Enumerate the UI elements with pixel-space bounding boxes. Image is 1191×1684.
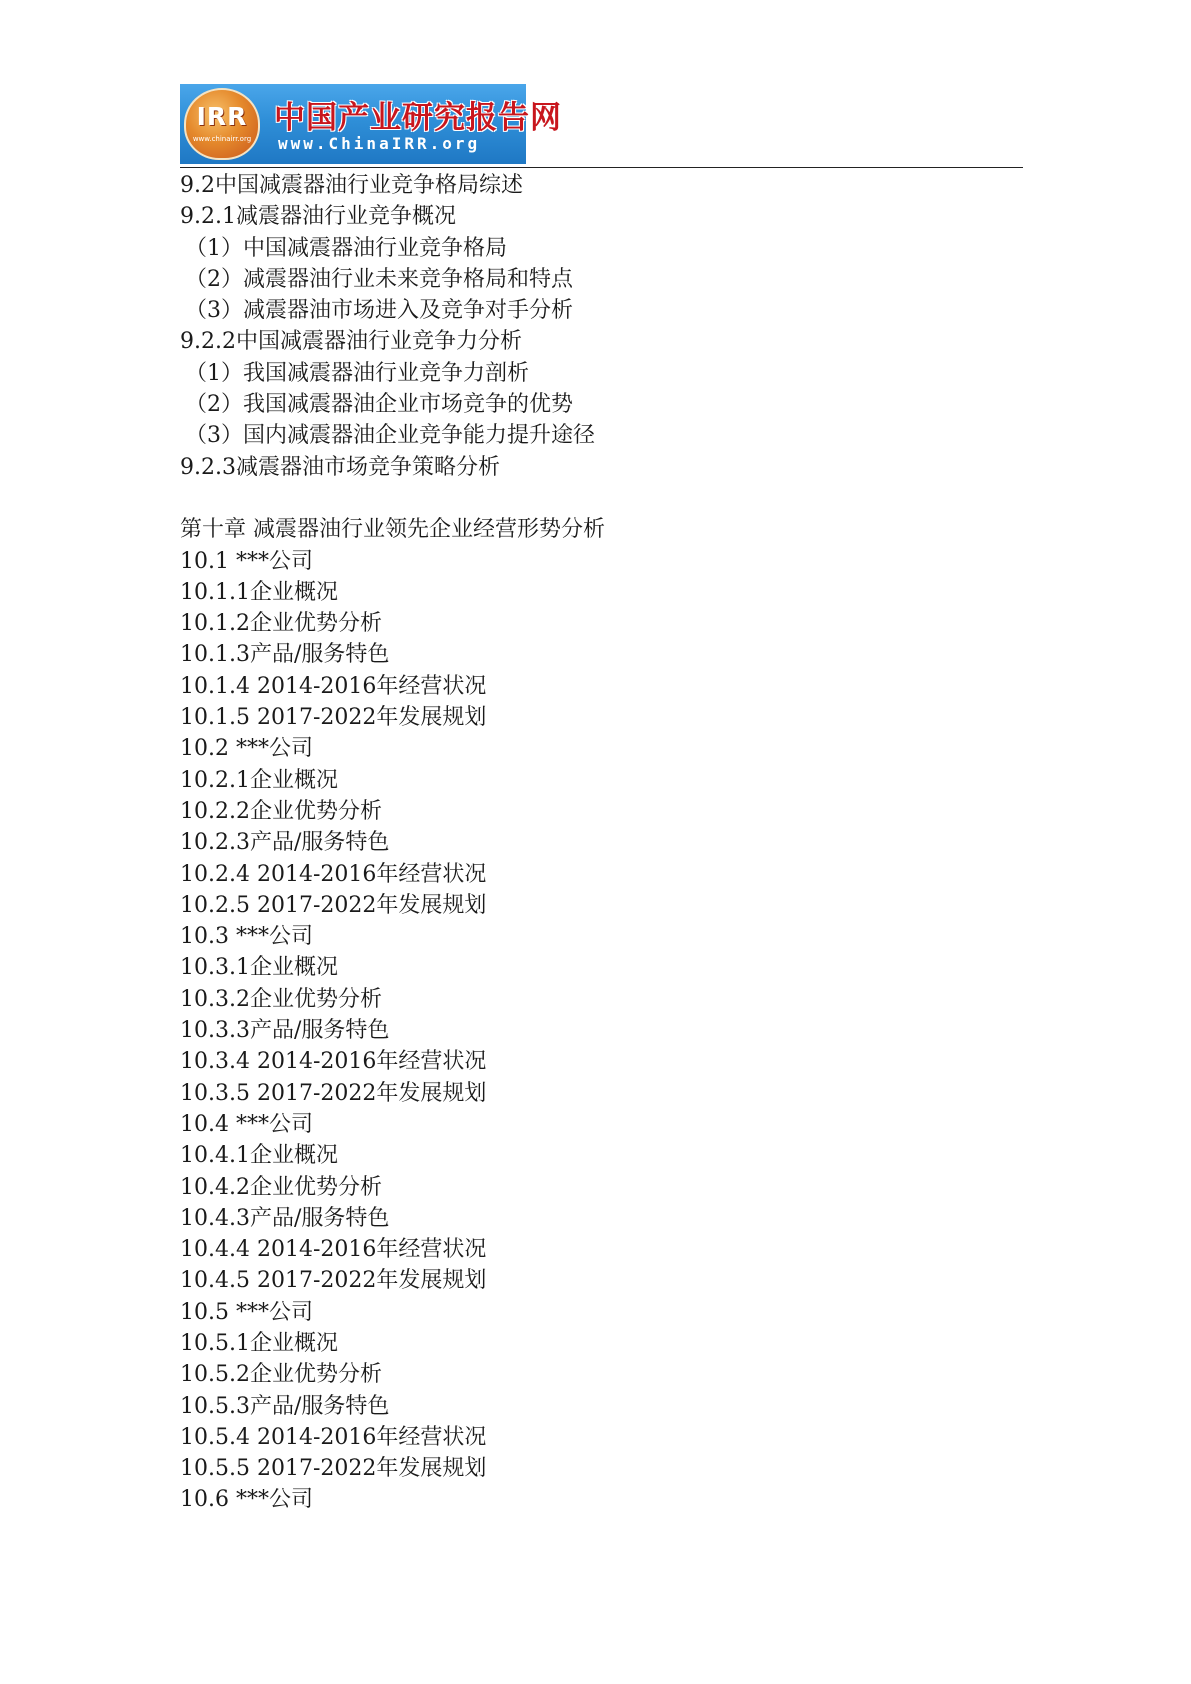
toc-item: 10.3.5 2017-2022年发展规划 bbox=[180, 1080, 487, 1106]
irr-badge-icon bbox=[184, 88, 260, 160]
toc-item: （1）中国减震器油行业竞争格局 bbox=[185, 235, 507, 261]
toc-item: 10.3.4 2014-2016年经营状况 bbox=[180, 1049, 487, 1075]
toc-item: 10.2.5 2017-2022年发展规划 bbox=[180, 892, 487, 918]
toc-item: 10.1.2企业优势分析 bbox=[180, 611, 382, 637]
logo-badge-text: IRR bbox=[196, 102, 248, 131]
toc-item: （1）我国减震器油行业竞争力剖析 bbox=[185, 360, 529, 386]
toc-item: 10.2 ***公司 bbox=[180, 736, 313, 762]
toc-item: 10.5.4 2014-2016年经营状况 bbox=[180, 1424, 487, 1450]
section-spacer bbox=[180, 483, 1080, 514]
toc-item: 9.2.2中国减震器油行业竞争力分析 bbox=[180, 329, 522, 355]
logo-url: www.ChinaIRR.org bbox=[278, 134, 481, 153]
toc-item: 9.2.1减震器油行业竞争概况 bbox=[180, 204, 456, 230]
logo-title: 中国产业研究报告网 bbox=[274, 100, 562, 136]
toc-item: 10.4.1企业概况 bbox=[180, 1143, 338, 1169]
toc-item: 10.4.5 2017-2022年发展规划 bbox=[180, 1268, 487, 1294]
toc-item: 10.2.4 2014-2016年经营状况 bbox=[180, 861, 487, 887]
toc-item: （3）减震器油市场进入及竞争对手分析 bbox=[185, 298, 573, 324]
section-9-list bbox=[180, 170, 1080, 483]
toc-item: 10.3.3产品/服务特色 bbox=[180, 1018, 390, 1044]
toc-item: 10.4.3产品/服务特色 bbox=[180, 1205, 390, 1231]
toc-item: 10.5.5 2017-2022年发展规划 bbox=[180, 1456, 487, 1482]
toc-item: 10.4.2企业优势分析 bbox=[180, 1174, 382, 1200]
toc-item: 10.5 ***公司 bbox=[180, 1299, 313, 1325]
header-divider bbox=[180, 167, 1023, 168]
toc-item: 10.1.5 2017-2022年发展规划 bbox=[180, 705, 487, 731]
toc-item: 10.2.1企业概况 bbox=[180, 767, 338, 793]
logo-badge-sub: www.chinairr.org bbox=[192, 135, 252, 143]
toc-item: 10.4 ***公司 bbox=[180, 1111, 313, 1137]
toc-item: 10.5.1企业概况 bbox=[180, 1330, 338, 1356]
toc-item: 10.1.1企业概况 bbox=[180, 579, 338, 605]
toc-item: （2）减震器油行业未来竞争格局和特点 bbox=[185, 266, 573, 292]
toc-item: 9.2.3减震器油市场竞争策略分析 bbox=[180, 454, 500, 480]
toc-item: 10.1.3产品/服务特色 bbox=[180, 642, 390, 668]
toc-item: 10.3 ***公司 bbox=[180, 924, 313, 950]
toc-item: 10.6 ***公司 bbox=[180, 1487, 313, 1513]
toc-item: 10.2.3产品/服务特色 bbox=[180, 830, 390, 856]
toc-item: 10.4.4 2014-2016年经营状况 bbox=[180, 1237, 487, 1263]
toc-item: 10.3.1企业概况 bbox=[180, 955, 338, 981]
chapter-10-title: 第十章 减震器油行业领先企业经营形势分析 bbox=[180, 517, 605, 543]
toc-item: 10.1 ***公司 bbox=[180, 548, 313, 574]
toc-item: （3）国内减震器油企业竞争能力提升途径 bbox=[185, 423, 595, 449]
chapter-10-list bbox=[180, 546, 1080, 1516]
toc-item: 10.1.4 2014-2016年经营状况 bbox=[180, 673, 487, 699]
toc-item: 10.3.2企业优势分析 bbox=[180, 986, 382, 1012]
toc-item: 10.5.3产品/服务特色 bbox=[180, 1393, 390, 1419]
toc-item: 10.5.2企业优势分析 bbox=[180, 1362, 382, 1388]
toc-item: 9.2中国减震器油行业竞争格局综述 bbox=[180, 173, 523, 198]
toc-item: （2）我国减震器油企业市场竞争的优势 bbox=[185, 392, 573, 418]
toc-item: 10.2.2企业优势分析 bbox=[180, 798, 382, 824]
site-logo bbox=[180, 84, 562, 164]
table-of-contents bbox=[180, 170, 1080, 1516]
